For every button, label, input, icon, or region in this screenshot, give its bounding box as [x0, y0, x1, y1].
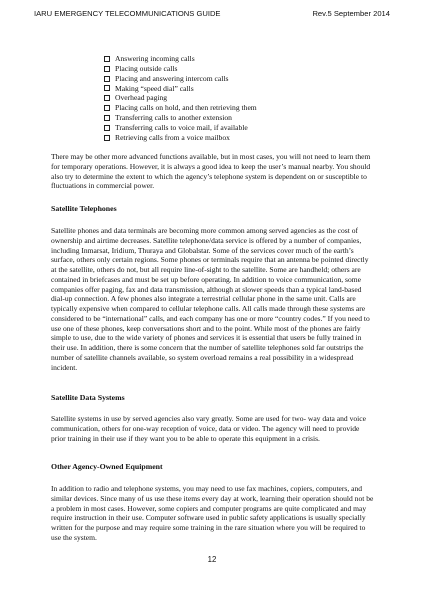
- page-header: [34, 9, 390, 18]
- header-revision: Rev.5 September 2014: [312, 9, 390, 18]
- checkbox-icon[interactable]: [104, 76, 110, 82]
- heading-satellite-data-systems: Satellite Data Systems: [51, 393, 125, 402]
- checklist-item-label: Making “speed dial” calls: [115, 83, 194, 93]
- paragraph-other-equipment: In addition to radio and telephone systems, you may need to use fax machines, copiers, computers, and similar devices. Since many of us use these items every day at work, learning their operation should not be a problem in most cases. However, some copiers and computer programs are quite complicated and may require instruction in their use. Computer software used in public safety applications is usually specially written for the purpose and may require some training in the rare situation where you will be required to use the system.: [51, 484, 374, 542]
- paragraph-satellite-telephones: Satellite phones and data terminals are becoming more common among served agencies as the cost of ownership and airtime decreases. Satellite telephone/data service is offered by a number of companies, including Inmarsat, Iridium, Thuraya and Globalstar. Some of the services cover much of the earth’s surface, others only certain regions. Some phones or terminals require that an antenna be pointed directly at the satellite, others do not, but all require line-of-sight to the satellite. Some are handheld; others are contained in briefcases and must be set up before operating. In addition to voice communication, some companies offer paging, fax and data transmission, although at slower speeds than a typical land-based dial-up connection. A few phones also integrate a terrestrial cellular phone in the same unit. Calls are typically expensive when compared to cellular telephone calls. All calls made through these systems are considered to be “international” calls, and each company has one or more “country codes.” If you need to use one of these phones, keep conversations short and to the point. While most of the phones are fairly simple to use, due to the wide variety of phones and services it is essential that users be fully trained in their use. In addition, there is some concern that the number of satellite telephones sold far outstrips the number of satellite channels available, so system overload remains a real possibility in a widespread incident.: [51, 226, 370, 372]
- header-title: IARU EMERGENCY TELECOMMUNICATIONS GUIDE: [34, 9, 221, 18]
- heading-other-equipment: Other Agency-Owned Equipment: [51, 462, 163, 471]
- checkbox-icon[interactable]: [104, 125, 110, 131]
- checklist-item-label: Retrieving calls from a voice mailbox: [115, 132, 230, 142]
- checklist-item[interactable]: [104, 133, 257, 143]
- checkbox-icon[interactable]: [104, 85, 110, 91]
- checkbox-icon[interactable]: [104, 66, 110, 72]
- page-number: 12: [207, 555, 217, 564]
- checklist-item[interactable]: [104, 103, 257, 113]
- phone-functions-checklist: [104, 54, 257, 143]
- checkbox-icon[interactable]: [104, 95, 110, 101]
- checkbox-icon[interactable]: [104, 135, 110, 141]
- checkbox-icon[interactable]: [104, 56, 110, 62]
- checklist-item[interactable]: [104, 54, 257, 64]
- checklist-item-label: Placing calls on hold, and then retrieving them: [115, 103, 257, 113]
- checklist-item-label: Placing outside calls: [115, 63, 178, 73]
- checklist-item[interactable]: [104, 64, 257, 74]
- checkbox-icon[interactable]: [104, 115, 110, 121]
- checklist-item[interactable]: [104, 84, 257, 94]
- paragraph-advanced-functions: There may be other more advanced functions available, but in most cases, you will not need to learn them for temporary operations. However, it is always a good idea to keep the user’s manual nearby. You should also try to determine the extent to which the agency’s telephone system is dependent on or susceptible to fluctuations in commercial power.: [51, 152, 371, 191]
- checklist-item-label: Overhead paging: [115, 93, 168, 103]
- checklist-item-label: Answering incoming calls: [115, 54, 195, 63]
- checklist-item-label: Placing and answering intercom calls: [115, 73, 229, 83]
- checklist-item[interactable]: [104, 93, 257, 103]
- checklist-item-label: Transferring calls to another extension: [115, 113, 232, 123]
- checkbox-icon[interactable]: [104, 105, 110, 111]
- heading-satellite-telephones: Satellite Telephones: [51, 204, 117, 213]
- checklist-item[interactable]: [104, 74, 257, 84]
- paragraph-satellite-data-systems: Satellite systems in use by served agencies also vary greatly. Some are used for two- way data and voice communication, others for one-way reception of voice, data or video. The agency will need to provide prior training in their use if they want you to be able to operate this equipment in a crisis.: [51, 414, 366, 443]
- checklist-item[interactable]: [104, 113, 257, 123]
- checklist-item-label: Transferring calls to voice mail, if available: [115, 122, 248, 132]
- checklist-item[interactable]: [104, 123, 257, 133]
